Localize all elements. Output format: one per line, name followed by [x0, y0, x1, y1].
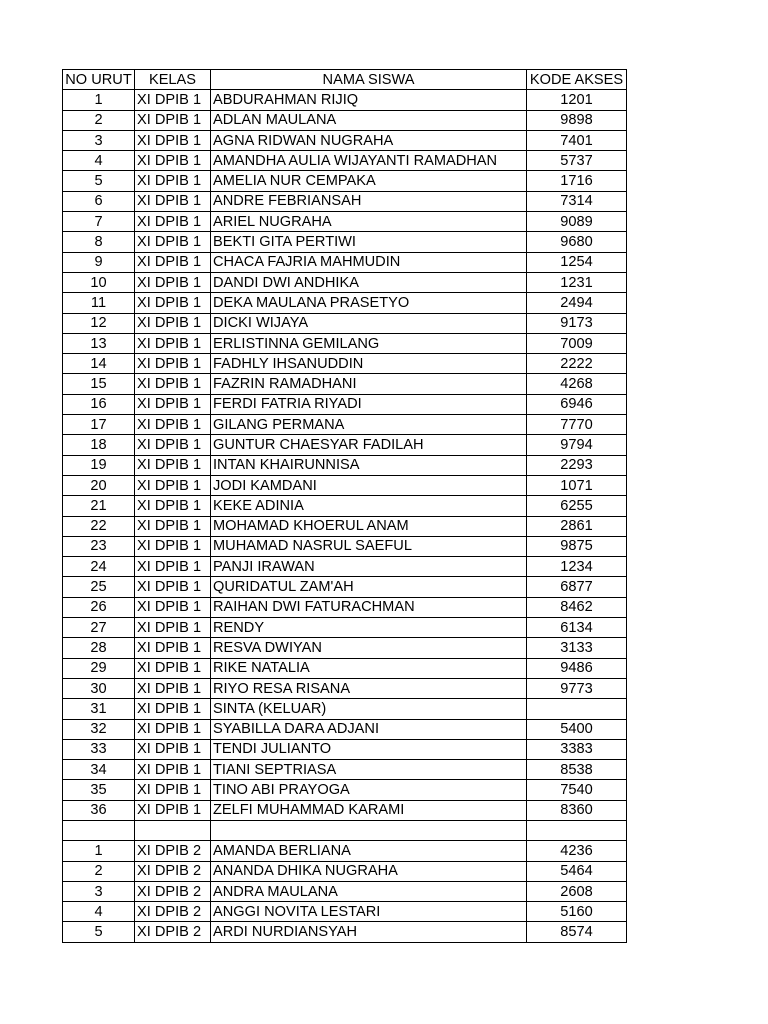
cell-kelas: XI DPIB 1	[135, 638, 211, 658]
cell-kelas: XI DPIB 1	[135, 739, 211, 759]
cell-no-urut: 2	[63, 110, 135, 130]
cell-nama-siswa: RIKE NATALIA	[211, 658, 527, 678]
cell-kelas: XI DPIB 1	[135, 719, 211, 739]
cell-no-urut: 24	[63, 557, 135, 577]
cell-kode-akses: 2293	[527, 455, 627, 475]
cell-nama-siswa: ERLISTINNA GEMILANG	[211, 333, 527, 353]
column-header-kode-akses: KODE AKSES	[527, 70, 627, 90]
table-row	[63, 475, 627, 495]
cell-no-urut: 19	[63, 455, 135, 475]
cell-kode-akses: 7540	[527, 780, 627, 800]
cell-kode-akses: 6946	[527, 394, 627, 414]
table-row	[63, 455, 627, 475]
cell-kelas: XI DPIB 1	[135, 394, 211, 414]
table-row	[63, 719, 627, 739]
cell-kode-akses: 2608	[527, 881, 627, 901]
cell-kelas: XI DPIB 1	[135, 455, 211, 475]
cell-no-urut: 20	[63, 475, 135, 495]
cell-no-urut: 12	[63, 313, 135, 333]
cell-no-urut	[63, 820, 135, 840]
cell-nama-siswa: TIANI SEPTRIASA	[211, 760, 527, 780]
cell-no-urut: 4	[63, 902, 135, 922]
table-row	[63, 922, 627, 942]
cell-no-urut: 28	[63, 638, 135, 658]
cell-kelas: XI DPIB 1	[135, 597, 211, 617]
table-row	[63, 110, 627, 130]
table-row	[63, 272, 627, 292]
cell-no-urut: 16	[63, 394, 135, 414]
cell-kelas: XI DPIB 1	[135, 618, 211, 638]
cell-nama-siswa: TINO ABI PRAYOGA	[211, 780, 527, 800]
cell-nama-siswa: ADLAN MAULANA	[211, 110, 527, 130]
cell-kode-akses: 6255	[527, 496, 627, 516]
cell-nama-siswa: GUNTUR CHAESYAR FADILAH	[211, 435, 527, 455]
cell-kelas: XI DPIB 1	[135, 252, 211, 272]
cell-no-urut: 4	[63, 151, 135, 171]
cell-nama-siswa: ANDRE FEBRIANSAH	[211, 191, 527, 211]
cell-kode-akses: 3383	[527, 739, 627, 759]
cell-kode-akses: 8574	[527, 922, 627, 942]
cell-nama-siswa: SYABILLA DARA ADJANI	[211, 719, 527, 739]
cell-nama-siswa: ARDI NURDIANSYAH	[211, 922, 527, 942]
cell-nama-siswa: ANDRA MAULANA	[211, 881, 527, 901]
cell-kode-akses: 1231	[527, 272, 627, 292]
cell-no-urut: 9	[63, 252, 135, 272]
cell-kode-akses: 4268	[527, 374, 627, 394]
cell-no-urut: 21	[63, 496, 135, 516]
cell-no-urut: 3	[63, 881, 135, 901]
cell-no-urut: 32	[63, 719, 135, 739]
cell-no-urut: 6	[63, 191, 135, 211]
cell-nama-siswa: DICKI WIJAYA	[211, 313, 527, 333]
cell-no-urut: 36	[63, 800, 135, 820]
table-body	[63, 90, 627, 942]
cell-no-urut: 14	[63, 354, 135, 374]
cell-no-urut: 35	[63, 780, 135, 800]
cell-kode-akses: 2494	[527, 293, 627, 313]
cell-kode-akses: 7770	[527, 415, 627, 435]
cell-nama-siswa: ARIEL NUGRAHA	[211, 212, 527, 232]
cell-no-urut: 2	[63, 861, 135, 881]
cell-no-urut: 33	[63, 739, 135, 759]
cell-kelas	[135, 820, 211, 840]
cell-kelas: XI DPIB 1	[135, 313, 211, 333]
table-row	[63, 800, 627, 820]
cell-nama-siswa: BEKTI GITA PERTIWI	[211, 232, 527, 252]
cell-nama-siswa: ZELFI MUHAMMAD KARAMI	[211, 800, 527, 820]
cell-nama-siswa: TENDI JULIANTO	[211, 739, 527, 759]
header-row	[63, 70, 627, 90]
cell-no-urut: 13	[63, 333, 135, 353]
table-row	[63, 252, 627, 272]
cell-kelas: XI DPIB 1	[135, 699, 211, 719]
cell-nama-siswa: DEKA MAULANA PRASETYO	[211, 293, 527, 313]
cell-kelas: XI DPIB 1	[135, 191, 211, 211]
cell-kelas: XI DPIB 1	[135, 333, 211, 353]
cell-kelas: XI DPIB 1	[135, 577, 211, 597]
cell-kode-akses: 1254	[527, 252, 627, 272]
table-row	[63, 151, 627, 171]
table-row	[63, 333, 627, 353]
cell-no-urut: 18	[63, 435, 135, 455]
cell-kode-akses: 7401	[527, 130, 627, 150]
cell-kelas: XI DPIB 1	[135, 658, 211, 678]
table-row	[63, 191, 627, 211]
column-header-no-urut: NO URUT	[63, 70, 135, 90]
table-row	[63, 394, 627, 414]
table-row	[63, 496, 627, 516]
cell-kelas: XI DPIB 1	[135, 780, 211, 800]
cell-kelas: XI DPIB 1	[135, 212, 211, 232]
cell-kode-akses	[527, 699, 627, 719]
cell-kode-akses: 5737	[527, 151, 627, 171]
cell-kelas: XI DPIB 1	[135, 415, 211, 435]
table-row	[63, 820, 627, 840]
cell-no-urut: 5	[63, 171, 135, 191]
table-row	[63, 212, 627, 232]
cell-no-urut: 15	[63, 374, 135, 394]
cell-nama-siswa: FAZRIN RAMADHANI	[211, 374, 527, 394]
column-header-nama-siswa: NAMA SISWA	[211, 70, 527, 90]
cell-kelas: XI DPIB 2	[135, 881, 211, 901]
table-row	[63, 678, 627, 698]
cell-nama-siswa: RAIHAN DWI FATURACHMAN	[211, 597, 527, 617]
cell-nama-siswa: AGNA RIDWAN NUGRAHA	[211, 130, 527, 150]
cell-nama-siswa: AMANDHA AULIA WIJAYANTI RAMADHAN	[211, 151, 527, 171]
cell-kelas: XI DPIB 1	[135, 354, 211, 374]
table-row	[63, 536, 627, 556]
cell-kelas: XI DPIB 1	[135, 760, 211, 780]
cell-kode-akses: 3133	[527, 638, 627, 658]
table-row	[63, 374, 627, 394]
table-row	[63, 435, 627, 455]
cell-nama-siswa: DANDI DWI ANDHIKA	[211, 272, 527, 292]
cell-kode-akses: 5400	[527, 719, 627, 739]
cell-kode-akses: 8538	[527, 760, 627, 780]
table-row	[63, 293, 627, 313]
table-row	[63, 557, 627, 577]
cell-kode-akses: 9773	[527, 678, 627, 698]
cell-kode-akses: 8462	[527, 597, 627, 617]
cell-kelas: XI DPIB 1	[135, 293, 211, 313]
table-row	[63, 739, 627, 759]
table-row	[63, 841, 627, 861]
table-row	[63, 638, 627, 658]
column-header-kelas: KELAS	[135, 70, 211, 90]
table-row	[63, 130, 627, 150]
cell-kode-akses: 9486	[527, 658, 627, 678]
cell-kelas: XI DPIB 1	[135, 800, 211, 820]
cell-kelas: XI DPIB 2	[135, 922, 211, 942]
cell-kelas: XI DPIB 1	[135, 435, 211, 455]
cell-kode-akses: 8360	[527, 800, 627, 820]
cell-no-urut: 10	[63, 272, 135, 292]
table-row	[63, 597, 627, 617]
cell-kelas: XI DPIB 1	[135, 374, 211, 394]
cell-no-urut: 3	[63, 130, 135, 150]
cell-kelas: XI DPIB 1	[135, 496, 211, 516]
cell-kode-akses: 6877	[527, 577, 627, 597]
cell-kelas: XI DPIB 1	[135, 151, 211, 171]
cell-kode-akses: 9089	[527, 212, 627, 232]
cell-kode-akses	[527, 820, 627, 840]
cell-kode-akses: 9173	[527, 313, 627, 333]
table-row	[63, 861, 627, 881]
cell-nama-siswa: AMELIA NUR CEMPAKA	[211, 171, 527, 191]
cell-kelas: XI DPIB 1	[135, 475, 211, 495]
cell-kelas: XI DPIB 1	[135, 272, 211, 292]
table-row	[63, 354, 627, 374]
cell-no-urut: 7	[63, 212, 135, 232]
cell-kode-akses: 1201	[527, 90, 627, 110]
cell-nama-siswa: GILANG PERMANA	[211, 415, 527, 435]
cell-kode-akses: 9680	[527, 232, 627, 252]
cell-kelas: XI DPIB 2	[135, 902, 211, 922]
cell-no-urut: 30	[63, 678, 135, 698]
cell-no-urut: 22	[63, 516, 135, 536]
cell-kode-akses: 9898	[527, 110, 627, 130]
table-row	[63, 415, 627, 435]
cell-nama-siswa: PANJI IRAWAN	[211, 557, 527, 577]
cell-no-urut: 11	[63, 293, 135, 313]
cell-nama-siswa: ABDURAHMAN RIJIQ	[211, 90, 527, 110]
cell-kelas: XI DPIB 1	[135, 557, 211, 577]
cell-kode-akses: 1071	[527, 475, 627, 495]
table-row	[63, 658, 627, 678]
cell-nama-siswa: ANANDA DHIKA NUGRAHA	[211, 861, 527, 881]
table-row	[63, 902, 627, 922]
cell-no-urut: 8	[63, 232, 135, 252]
cell-nama-siswa: MUHAMAD NASRUL SAEFUL	[211, 536, 527, 556]
cell-kode-akses: 5464	[527, 861, 627, 881]
cell-kelas: XI DPIB 2	[135, 861, 211, 881]
cell-nama-siswa: SINTA (KELUAR)	[211, 699, 527, 719]
cell-no-urut: 26	[63, 597, 135, 617]
cell-nama-siswa: KEKE ADINIA	[211, 496, 527, 516]
cell-nama-siswa: ANGGI NOVITA LESTARI	[211, 902, 527, 922]
table-row	[63, 699, 627, 719]
cell-kelas: XI DPIB 1	[135, 171, 211, 191]
table-row	[63, 760, 627, 780]
cell-no-urut: 27	[63, 618, 135, 638]
cell-no-urut: 17	[63, 415, 135, 435]
cell-nama-siswa: QURIDATUL ZAM'AH	[211, 577, 527, 597]
cell-kelas: XI DPIB 1	[135, 516, 211, 536]
cell-kode-akses: 5160	[527, 902, 627, 922]
cell-no-urut: 31	[63, 699, 135, 719]
cell-no-urut: 34	[63, 760, 135, 780]
cell-nama-siswa	[211, 820, 527, 840]
cell-kode-akses: 7314	[527, 191, 627, 211]
cell-kelas: XI DPIB 1	[135, 130, 211, 150]
table-row	[63, 232, 627, 252]
cell-no-urut: 29	[63, 658, 135, 678]
cell-kode-akses: 7009	[527, 333, 627, 353]
table-row	[63, 780, 627, 800]
cell-kode-akses: 4236	[527, 841, 627, 861]
table-row	[63, 90, 627, 110]
cell-no-urut: 25	[63, 577, 135, 597]
table-row	[63, 577, 627, 597]
cell-kelas: XI DPIB 1	[135, 678, 211, 698]
cell-nama-siswa: RIYO RESA RISANA	[211, 678, 527, 698]
cell-nama-siswa: FADHLY IHSANUDDIN	[211, 354, 527, 374]
cell-kode-akses: 9875	[527, 536, 627, 556]
cell-kode-akses: 6134	[527, 618, 627, 638]
cell-kelas: XI DPIB 1	[135, 90, 211, 110]
table-row	[63, 516, 627, 536]
cell-kelas: XI DPIB 1	[135, 110, 211, 130]
cell-kelas: XI DPIB 2	[135, 841, 211, 861]
cell-no-urut: 23	[63, 536, 135, 556]
cell-no-urut: 5	[63, 922, 135, 942]
table-row	[63, 618, 627, 638]
cell-kelas: XI DPIB 1	[135, 536, 211, 556]
cell-kode-akses: 2861	[527, 516, 627, 536]
table-row	[63, 313, 627, 333]
cell-nama-siswa: RESVA DWIYAN	[211, 638, 527, 658]
cell-kode-akses: 9794	[527, 435, 627, 455]
cell-kode-akses: 2222	[527, 354, 627, 374]
cell-nama-siswa: RENDY	[211, 618, 527, 638]
table-row	[63, 171, 627, 191]
student-access-code-table	[62, 69, 627, 943]
table-row	[63, 881, 627, 901]
cell-nama-siswa: CHACA FAJRIA MAHMUDIN	[211, 252, 527, 272]
cell-kode-akses: 1716	[527, 171, 627, 191]
cell-no-urut: 1	[63, 90, 135, 110]
cell-nama-siswa: MOHAMAD KHOERUL ANAM	[211, 516, 527, 536]
cell-nama-siswa: AMANDA BERLIANA	[211, 841, 527, 861]
cell-kelas: XI DPIB 1	[135, 232, 211, 252]
cell-kode-akses: 1234	[527, 557, 627, 577]
cell-nama-siswa: INTAN KHAIRUNNISA	[211, 455, 527, 475]
cell-no-urut: 1	[63, 841, 135, 861]
cell-nama-siswa: FERDI FATRIA RIYADI	[211, 394, 527, 414]
cell-nama-siswa: JODI KAMDANI	[211, 475, 527, 495]
